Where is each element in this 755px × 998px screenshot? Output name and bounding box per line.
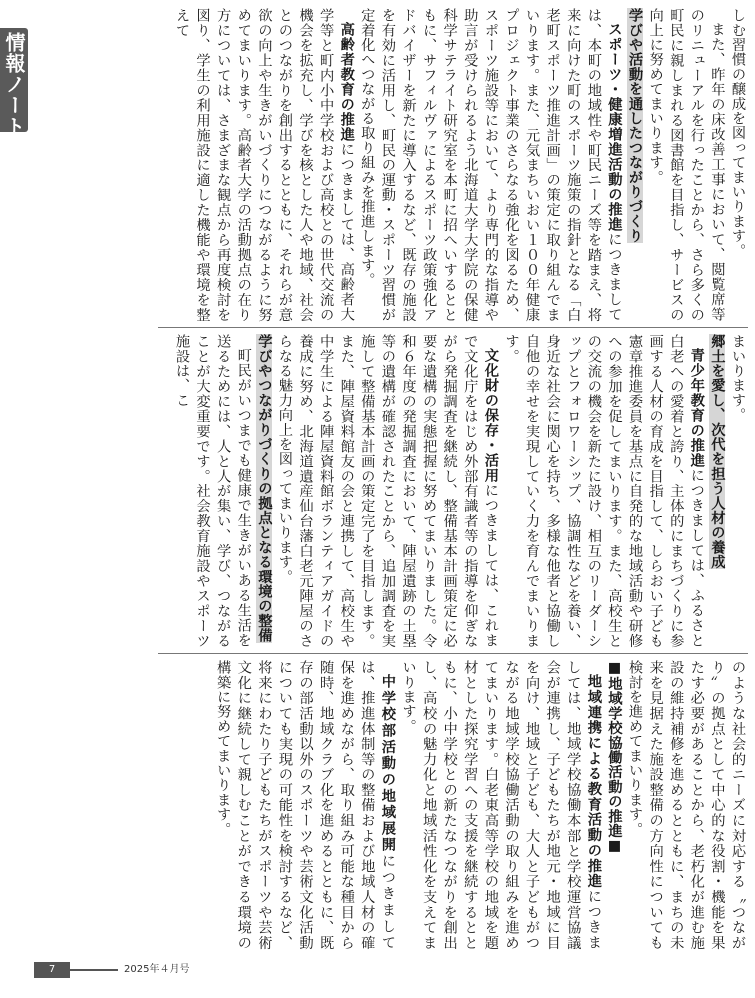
- section-heading: [624, 8, 645, 322]
- paragraph: また、昨年の床改善工事において、閲覧席等のリニューアルを行ったことから、さら多くの町民に親しまれる図書館を目指し、サービスの向上に努めてまいります。: [647, 8, 726, 322]
- paragraph: しむ習慣の醸成を図ってまいります。: [730, 8, 746, 258]
- vertical-text-column: [158, 660, 748, 950]
- paragraph: のような社会的ニーズに対応する〝つながり〟の拠点として中心的な役割・機能を果たす必要があることから、老朽化が進む施設の維持補修を進めるとともに、まちの未来を見据えた施設整備の方向性についても検討を進めてまいります。: [627, 660, 746, 950]
- section-heading-text: 学びや活動を通したつながりづくり: [627, 8, 644, 244]
- text-band-1: [158, 8, 748, 322]
- section-heading-text: 学びやつながりづくりの拠点となる環境の整備: [256, 334, 273, 643]
- paragraph-text: につきましては、地域学校協働本部と学校運営協議会が連携し、子どもたちが地元・地域に目を向け、地域と子ども、大人と子どもがつながる地域学校協働活動の取り組みを進めてまいります。白老東高等学校の地域を題材とした探究学習への支援を継続するとともに、小中学校との新たなつながりを創出し、高校の魅力化と地域活性化を支えてまいります。: [400, 660, 602, 950]
- paragraph: [213, 660, 398, 950]
- text-band-3: [158, 660, 748, 950]
- text-band-2: [158, 334, 748, 648]
- paragraph-text: につきましては、推進体制等の整備および地域人材の確保を進めながら、取り組み可能な種目から随時、地域クラブ化を進めるとともに、既存の部活動以外のスポーツや芸術文化活動についても実現の可能性を検討するなど、将来にわたり子どもたちがスポーツや芸術文化に継続して親しむことができる環境の構築に努めてまいります。: [215, 660, 396, 950]
- keyword: 地域連携による教育活動の推進: [585, 674, 602, 890]
- paragraph: まいります。: [730, 334, 746, 423]
- paragraph-text: につきましては、これまで文化庁をはじめ外部有識者等の指導を仰ぎながら発掘調査を継続し、整備基本計画策定に必要な遺構の実態把握に努めてまいりました。令和６年度の発掘調査において、陣屋遺跡の土塁等の遺構が確認されたことから、追加調査を実施して整備基本計画の策定完了を目指します。また、陣屋資料館友の会と連携して、高校生や中学生による陣屋資料館ボランティアガイドの養成に努め、北海道遺産仙台藩白老元陣屋のさらなる魅力向上を図ってまいります。: [276, 334, 499, 648]
- issue-date: 2025年４月号: [124, 964, 190, 975]
- section-heading: [707, 334, 728, 648]
- page-footer: [34, 962, 754, 978]
- paragraph-text: につきましては、本町の地域性や町民ニーズ等を踏まえ、将来に向けた町のスポーツ施策の指針となる「白老町スポーツ推進計画」の策定に取り組んでまいります。また、元気まちいおい１００年健康プロジェクト事業のさらなる強化を図るため、スポーツ施設等において、より専門的な指導や助言が受けられるよう北海道大学大学院の保健科学サテライト研究室を本町に招へいするとともに、サフィルヴァによるスポーツ政策強化アドバイザーを新たに導入するなど、既存の施設を有効に活用し、町民の運動・スポーツ習慣が定着化へつながる取り組みを推進します。: [359, 8, 623, 322]
- paragraph: [357, 8, 625, 322]
- keyword: 高齢者教育の推進: [338, 22, 355, 143]
- keyword: 文化財の保存・活用: [482, 348, 499, 484]
- paragraph: [501, 334, 707, 648]
- vertical-text-column: [158, 8, 748, 322]
- paragraph: [274, 334, 501, 648]
- band-divider: [158, 327, 748, 328]
- section-heading-text: 郷土を愛し、次代を担う人材の養成: [709, 334, 726, 570]
- section-heading: [254, 334, 275, 648]
- paragraph: 町民がいつまでも健康で生きがいある生活を送るためには、人と人が集い、学び、つながることが大変重要です。社会教育施設やスポーツ施設は、こ: [173, 334, 252, 648]
- section-heading: ■地域学校協働活動の推進■: [606, 660, 623, 855]
- vertical-text-column: [158, 334, 748, 648]
- keyword: 青少年教育の推進: [688, 348, 705, 469]
- band-divider: [158, 653, 748, 654]
- keyword: スポーツ・健康増進活動の推進: [606, 22, 623, 233]
- paragraph-text: につきましては、ふるさと白老への愛着と誇り、主体的にまちづくりに参画する人材の育成を目指して、しらおい子ども憲章推進委員を基点に自発的な地域活動や研修への参加を促してまいります。また、高校生との交流の機会を新たに設け、相互のリーダーシップとフォロワーシップ、協調性などを養い、身近な社会に関心を持ち、多様な他者と協働し自他の幸せを実現していく力を育んでまいります。: [503, 334, 705, 648]
- paragraph-text: につきましては、高齢者大学等と町内小中学校および高校との世代交流の機会を拡充し、学びを核とした人や地域、社会とのつながりを創出するとともに、それらが意欲の向上や生きがいづくりにつながるように努めてまいります。高齢者大学の活動拠点の在り方については、さまざまな観点から再度検討を図り、学生の利用施設に適した機能や環境を整えて: [173, 8, 355, 322]
- section-tab-label: 情報ノート: [2, 32, 26, 137]
- keyword: 中学校部活動の地域展開: [379, 674, 396, 854]
- page-number: 7: [34, 962, 70, 978]
- paragraph: [171, 8, 356, 322]
- paragraph: [398, 660, 604, 950]
- footer-rule: [70, 969, 118, 971]
